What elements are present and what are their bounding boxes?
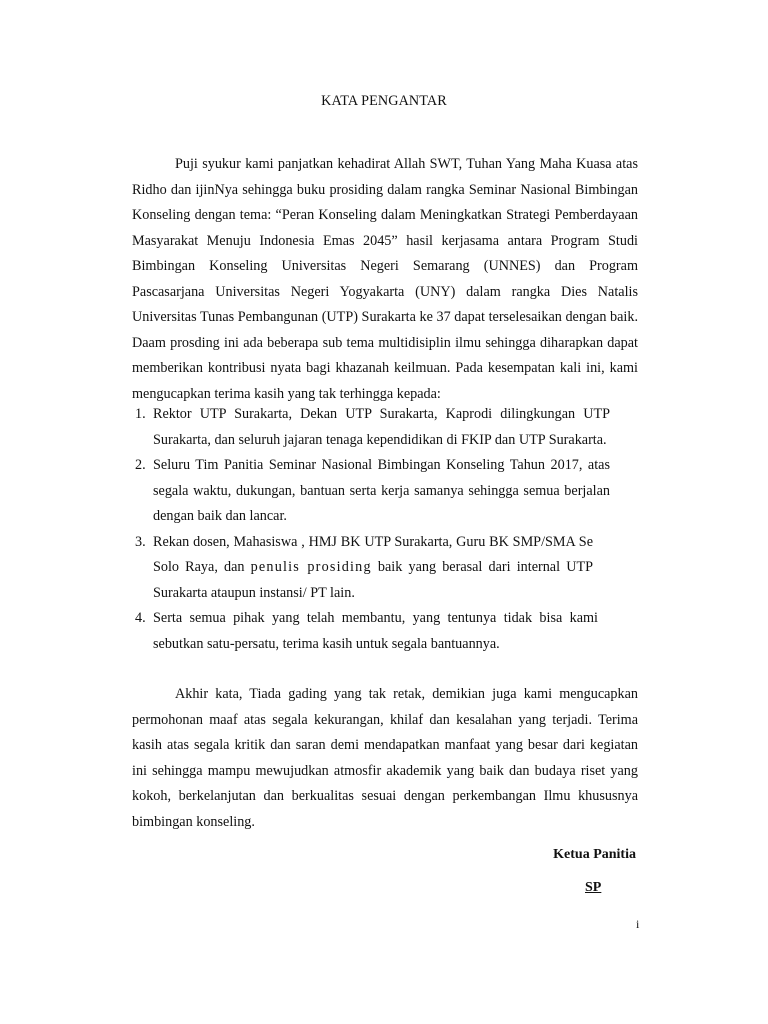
list-item-number: 4. — [135, 610, 146, 626]
list-item-text — [153, 530, 593, 607]
acknowledgement-list — [132, 402, 638, 657]
list-item-number: 2. — [135, 457, 146, 473]
list-item-text: Serta semua pihak yang telah membantu, yang tentunya tidak bisa kami sebutkan satu-persatu, terima kasih untuk segala bantuannya. — [153, 610, 598, 652]
signature-name: SP — [585, 880, 602, 895]
signature-role: Ketua Panitia — [553, 847, 636, 862]
list-item — [132, 402, 610, 453]
list-item-text-part: Rekan dosen, Mahasiswa , HMJ BK UTP Surakarta, Guru BK SMP/SMA Se Solo Raya, dan — [153, 533, 593, 575]
list-item — [132, 606, 598, 657]
list-item-text: Rektor UTP Surakarta, Dekan UTP Surakarta, Kaprodi dilingkungan UTP Surakarta, dan seluruh jajaran tenaga kependidikan di FKIP dan UTP Surakarta. — [153, 406, 610, 448]
list-item-number: 3. — [135, 533, 146, 550]
list-item — [132, 453, 610, 530]
list-item-number: 1. — [135, 406, 146, 422]
closing-paragraph: Akhir kata, Tiada gading yang tak retak, demikian juga kami mengucapkan permohonan maaf atas segala kekurangan, khilaf dan kesalahan yang terjadi. Terima kasih atas segala kritik dan saran demi mendapatkan manfaat yang besar dari kegiatan ini sehingga mampu mewujudkan atmosfir akademik yang baik dan budaya riset yang kokoh, berkelanjutan dan berkualitas sesuai dengan perkembangan Ilmu khususnya bimbingan konseling. — [132, 686, 638, 830]
list-item — [132, 530, 593, 607]
list-item-text: Seluru Tim Panitia Seminar Nasional Bimbingan Konseling Tahun 2017, atas segala waktu, dukungan, bantuan serta kerja samanya sehingga semua berjalan dengan baik dan lancar. — [153, 457, 610, 524]
page-title: KATA PENGANTAR — [321, 93, 447, 109]
opening-paragraph: Puji syukur kami panjatkan kehadirat Allah SWT, Tuhan Yang Maha Kuasa atas Ridho dan ijinNya sehingga buku prosiding dalam rangka Seminar Nasional Bimbingan Konseling dengan tema: “Peran Konseling dalam Meningkatkan Strategi Pemberdayaan Masyarakat Menuju Indonesia Emas 2045” hasil kerjasama antara Program Studi Bimbingan Konseling Universitas Negeri Semarang (UNNES) dan Program Pascasarjana Universitas Negeri Yogyakarta (UNY) dalam rangka Dies Natalis Universitas Tunas Pembangunan (UTP) Surakarta ke 37 dapat terselesaikan dengan baik. Daam prosding ini ada beberapa sub tema multidisiplin ilmu sehingga diharapkan dapat memberikan kontribusi nyata bagi khazanah keilmuan. Pada kesempatan kali ini, kami mengucapkan terima kasih yang tak terhingga kepada: — [132, 156, 638, 402]
list-item-text-part: baik yang berasal dari internal UTP Surakarta ataupun instansi/ PT lain. — [153, 559, 593, 601]
list-item-text-spaced: penulis prosiding — [250, 559, 372, 575]
page-number: i — [636, 917, 640, 931]
